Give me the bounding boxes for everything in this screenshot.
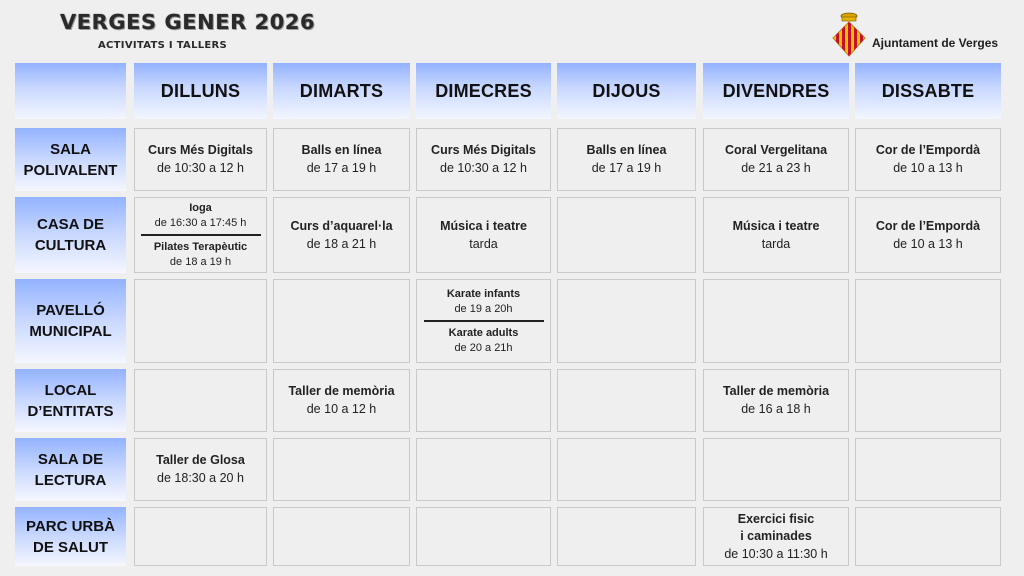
venue-header	[15, 197, 126, 273]
activity-title: Exercici fisic i caminades	[737, 511, 815, 543]
schedule-cell	[134, 369, 267, 432]
activity-divider	[424, 320, 544, 322]
activity-title: Música i teatre	[732, 218, 820, 233]
activity-time: de 21 a 23 h	[741, 161, 811, 175]
activity-time: de 18:30 a 20 h	[157, 471, 244, 485]
schedule-cell	[703, 369, 849, 432]
schedule-cell	[557, 197, 696, 273]
activity-time: de 10 a 13 h	[893, 161, 963, 175]
venue-name-line: SALA DE	[37, 450, 104, 468]
venue-name-line: SALA	[50, 140, 91, 158]
venue-header	[15, 507, 126, 566]
activity-title: Karate infants	[446, 287, 521, 300]
activity-time: de 17 a 19 h	[306, 161, 377, 175]
activity-title: Taller de memòria	[722, 384, 830, 398]
activity-time: tarda	[469, 236, 498, 251]
activity-time: de 10 a 12 h	[306, 402, 377, 416]
schedule-cell	[557, 507, 696, 566]
schedule-cell	[855, 369, 1001, 432]
activity-divider	[141, 234, 261, 236]
day-header-dijous: DIJOUS	[557, 63, 696, 119]
activity-time: de 10:30 a 12 h	[440, 161, 527, 175]
schedule-cell	[855, 438, 1001, 501]
schedule-cell	[273, 369, 410, 432]
venue-header	[15, 128, 126, 191]
schedule-cell	[416, 369, 551, 432]
coat-of-arms-icon	[832, 12, 866, 63]
venue-header	[15, 438, 126, 501]
venue-name-line: PAVELLÓ	[36, 302, 105, 319]
schedule-cell	[273, 438, 410, 501]
activity-title: Taller de Glosa	[156, 453, 245, 467]
venue-header	[15, 369, 126, 432]
schedule-cell	[703, 128, 849, 191]
page-subtitle: ACTIVITATS I TALLERS	[98, 40, 228, 51]
schedule-cell	[134, 197, 267, 273]
activity-time: de 18 a 19 h	[169, 255, 232, 268]
org-name: Ajuntament de Verges	[872, 35, 999, 50]
day-header-dimecres: DIMECRES	[416, 63, 551, 119]
schedule-cell	[273, 507, 410, 566]
schedule-cell	[703, 279, 849, 363]
schedule-cell	[855, 128, 1001, 191]
venue-name-line: CULTURA	[34, 237, 107, 254]
schedule-cell	[557, 369, 696, 432]
schedule-cell	[416, 128, 551, 191]
activity-title: Pilates Terapèutic	[153, 240, 248, 253]
schedule-cell	[557, 438, 696, 501]
activity-title: Ioga	[189, 201, 212, 214]
activity-time: de 16 a 18 h	[741, 402, 811, 416]
schedule-cell	[273, 279, 410, 363]
day-header-dilluns: DILLUNS	[134, 63, 267, 119]
schedule-cell	[416, 279, 551, 363]
venue-header	[15, 279, 126, 363]
schedule-cell	[134, 507, 267, 566]
activity-time: de 19 a 20h	[454, 302, 513, 315]
schedule-cell	[273, 128, 410, 191]
venue-name-line: MUNICIPAL	[29, 323, 112, 340]
schedule-cell	[855, 197, 1001, 273]
activity-time: de 16:30 a 17:45 h	[154, 216, 247, 229]
day-header-dissabte: DISSABTE	[855, 63, 1001, 119]
activity-time: de 10 a 13 h	[893, 236, 963, 251]
activity-title: Curs d’aquarel·la	[290, 218, 393, 233]
schedule-cell	[855, 279, 1001, 363]
schedule-cell	[134, 128, 267, 191]
activity-title: Cor de l’Empordà	[875, 218, 981, 233]
activity-title: Curs Més Digitals	[431, 143, 536, 157]
activity-time: de 18 a 21 h	[306, 236, 377, 251]
schedule-cell	[134, 438, 267, 501]
schedule-cell	[855, 507, 1001, 566]
activity-title: Curs Més Digitals	[148, 143, 253, 157]
schedule-cell	[703, 438, 849, 501]
schedule-cell	[416, 507, 551, 566]
venue-name-line: POLIVALENT	[23, 161, 118, 179]
schedule-cell	[416, 438, 551, 501]
activity-title: Taller de memòria	[288, 384, 395, 398]
schedule-cell	[134, 279, 267, 363]
page-title: VERGES GENER 2026	[60, 10, 316, 34]
schedule-cell	[557, 279, 696, 363]
activity-time: tarda	[761, 236, 791, 251]
venue-name-line: LOCAL	[44, 381, 97, 399]
schedule-cell	[273, 197, 410, 273]
activity-time: de 20 a 21h	[454, 341, 513, 354]
activity-title: Karate adults	[448, 326, 519, 339]
venue-name-line: D’ENTITATS	[27, 402, 114, 420]
activity-title: Balls en línea	[586, 143, 667, 157]
venue-name-line: CASA DE	[37, 216, 104, 233]
activity-time: de 10:30 a 12 h	[157, 161, 244, 175]
venue-name-line: LECTURA	[34, 471, 107, 489]
activity-time: de 10:30 a 11:30 h	[724, 546, 828, 561]
day-header-dimarts: DIMARTS	[273, 63, 410, 119]
schedule-cell	[703, 507, 849, 566]
corner-header	[15, 63, 126, 119]
venue-name-line: PARC URBÀ	[26, 517, 115, 535]
activity-title: Coral Vergelitana	[724, 143, 828, 157]
activity-title: Música i teatre	[440, 218, 527, 233]
activity-title: Cor de l’Empordà	[875, 143, 981, 157]
schedule-cell	[703, 197, 849, 273]
activity-time: de 17 a 19 h	[591, 161, 662, 175]
venue-name-line: DE SALUT	[33, 538, 108, 556]
activity-title: Balls en línea	[301, 143, 382, 157]
schedule-cell	[416, 197, 551, 273]
org-brand	[832, 12, 998, 63]
day-header-divendres: DIVENDRES	[703, 63, 849, 119]
schedule-cell	[557, 128, 696, 191]
